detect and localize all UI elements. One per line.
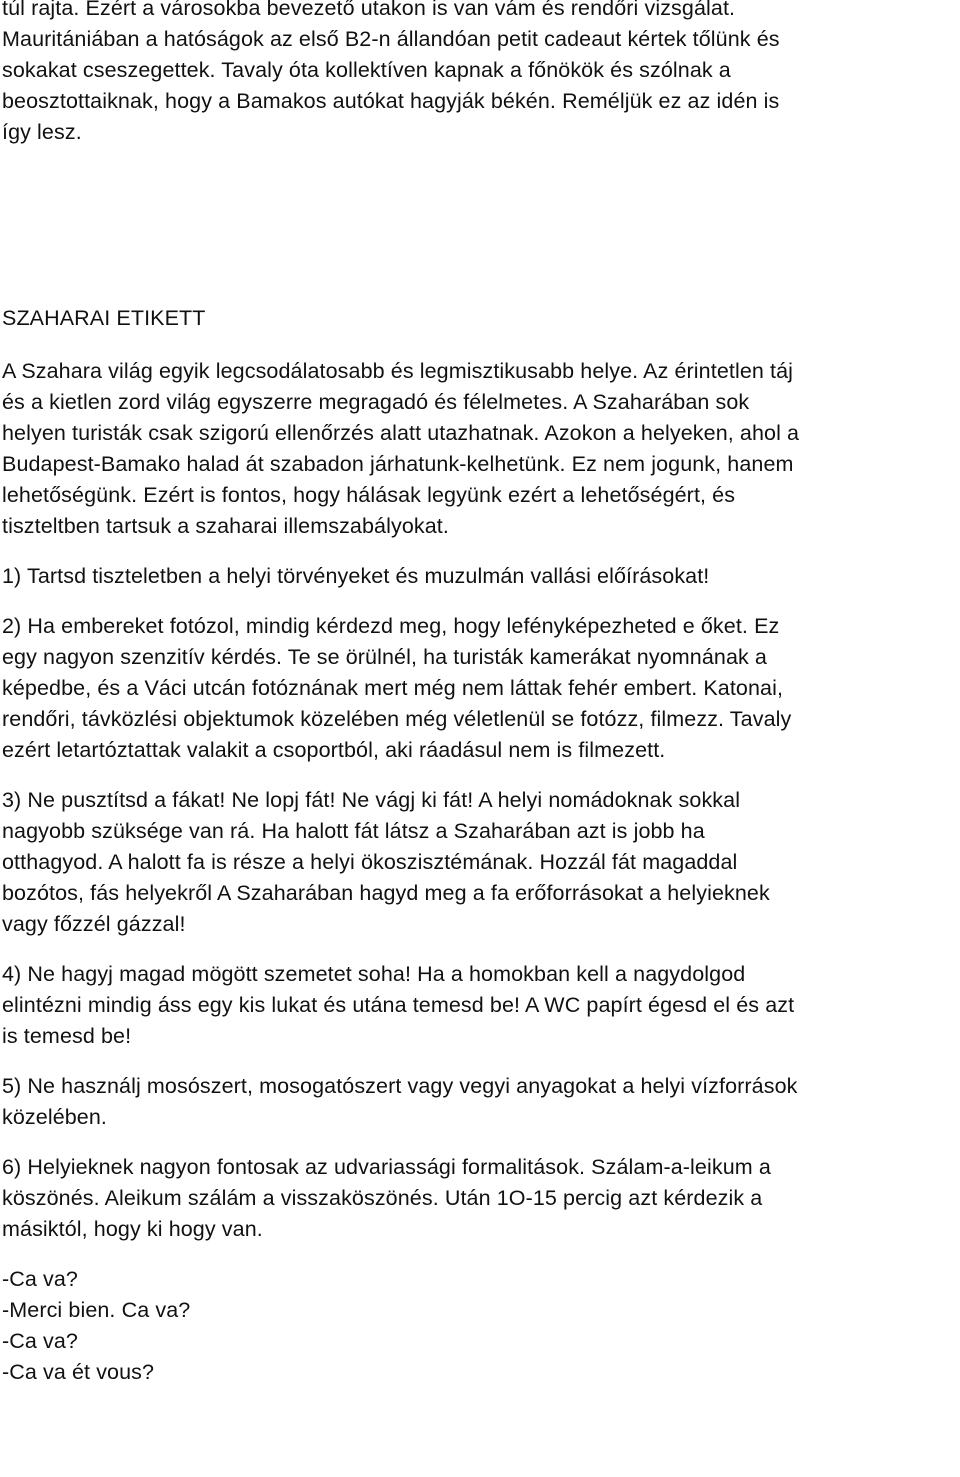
- text-line: képedbe, és a Váci utcán fotóznának mert még nem láttak fehér embert. Katonai,: [2, 676, 784, 700]
- text-line: otthagyod. A halott fa is része a helyi ökoszisztémának. Hozzál fát magaddal: [2, 850, 738, 874]
- text-line: nagyobb szüksége van rá. Ha halott fát látsz a Szaharában azt is jobb ha: [2, 819, 705, 843]
- dialogue: [2, 1264, 958, 1388]
- text-line: és a kietlen zord világ egyszerre megragadó és félelmetes. A Szaharában sok: [2, 390, 750, 414]
- text-line: 2) Ha embereket fotózol, mindig kérdezd meg, hogy lefényképezheted e őket. Ez: [2, 614, 780, 638]
- heading-text: SZAHARAI ETIKETT: [2, 306, 206, 330]
- text-line: tiszteltben tartsuk a szaharai illemszabályokat.: [2, 514, 449, 538]
- text-line: 5) Ne használj mosószert, mosogatószert vagy vegyi anyagokat a helyi vízforrások: [2, 1074, 798, 1098]
- text-line: másiktól, hogy ki hogy van.: [2, 1217, 263, 1241]
- spacer: [2, 1245, 958, 1264]
- text-line: is temesd be!: [2, 1024, 132, 1048]
- dialogue-line: -Ca va?: [2, 1267, 78, 1291]
- text-line: lehetőségünk. Ezért is fontos, hogy hálásak legyünk ezért a lehetőségért, és: [2, 483, 736, 507]
- spacer: [2, 940, 958, 959]
- spacer: [2, 1133, 958, 1152]
- text-line: elintézni mindig áss egy kis lukat és utána temesd be! A WC papírt égesd el és azt: [2, 993, 795, 1017]
- text-line: beosztottaiknak, hogy a Bamakos autókat hagyják békén. Reméljük ez az idén is: [2, 89, 780, 113]
- rule-3: [2, 785, 958, 940]
- section-intro-paragraph: [2, 356, 958, 542]
- text-line: helyen turisták csak szigorú ellenőrzés alatt utazhatnak. Azokon a helyeken, ahol a: [2, 421, 800, 445]
- text-line: sokakat cseszegettek. Tavaly óta kollektíven kapnak a főnökök és szólnak a: [2, 58, 731, 82]
- text-line: 4) Ne hagyj magad mögött szemetet soha! Ha a homokban kell a nagydolgod: [2, 962, 746, 986]
- spacer: [2, 1052, 958, 1071]
- dialogue-line: -Ca va ét vous?: [2, 1360, 155, 1384]
- text-line: így lesz.: [2, 120, 82, 144]
- text-line: köszönés. Aleikum szálám a visszaköszönés. Után 1O-15 percig azt kérdezik a: [2, 1186, 763, 1210]
- spacer: [2, 766, 958, 785]
- rule-6: [2, 1152, 958, 1245]
- rule-1: [2, 561, 958, 592]
- text-line: túl rajta. Ezért a városokba bevezető utakon is van vám és rendőri vizsgálat.: [2, 0, 736, 20]
- spacer: [2, 592, 958, 611]
- text-line: bozótos, fás helyekről A Szaharában hagyd meg a fa erőforrásokat a helyieknek: [2, 881, 770, 905]
- spacer: [2, 148, 958, 303]
- text-line: 1) Tartsd tiszteletben a helyi törvényeket és muzulmán vallási előírásokat!: [2, 564, 710, 588]
- text-line: közelében.: [2, 1105, 107, 1129]
- text-line: vagy főzzél gázzal!: [2, 912, 186, 936]
- text-line: A Szahara világ egyik legcsodálatosabb és legmisztikusabb helye. Az érintetlen táj: [2, 359, 794, 383]
- text-line: 3) Ne pusztítsd a fákat! Ne lopj fát! Ne vágj ki fát! A helyi nomádoknak sokkal: [2, 788, 741, 812]
- text-line: rendőri, távközlési objektumok közelében még véletlenül se fotózz, filmezz. Tavaly: [2, 707, 792, 731]
- spacer: [2, 542, 958, 561]
- section-heading: [2, 303, 958, 334]
- rule-4: [2, 959, 958, 1052]
- rule-2: [2, 611, 958, 766]
- spacer: [2, 334, 958, 356]
- intro-paragraph: [2, 0, 958, 148]
- dialogue-line: -Ca va?: [2, 1329, 78, 1353]
- text-line: ezért letartóztattak valakit a csoportból, aki ráadásul nem is filmezett.: [2, 738, 666, 762]
- text-line: Mauritániában a hatóságok az első B2-n állandóan petit cadeaut kértek tőlünk és: [2, 27, 780, 51]
- text-line: egy nagyon szenzitív kérdés. Te se örülnél, ha turisták kamerákat nyomnának a: [2, 645, 767, 669]
- dialogue-line: -Merci bien. Ca va?: [2, 1298, 191, 1322]
- text-line: 6) Helyieknek nagyon fontosak az udvariassági formalitások. Szálam-a-leikum a: [2, 1155, 771, 1179]
- text-line: Budapest-Bamako halad át szabadon járhatunk-kelhetünk. Ez nem jogunk, hanem: [2, 452, 794, 476]
- rule-5: [2, 1071, 958, 1133]
- document-page: [2, 0, 958, 1388]
